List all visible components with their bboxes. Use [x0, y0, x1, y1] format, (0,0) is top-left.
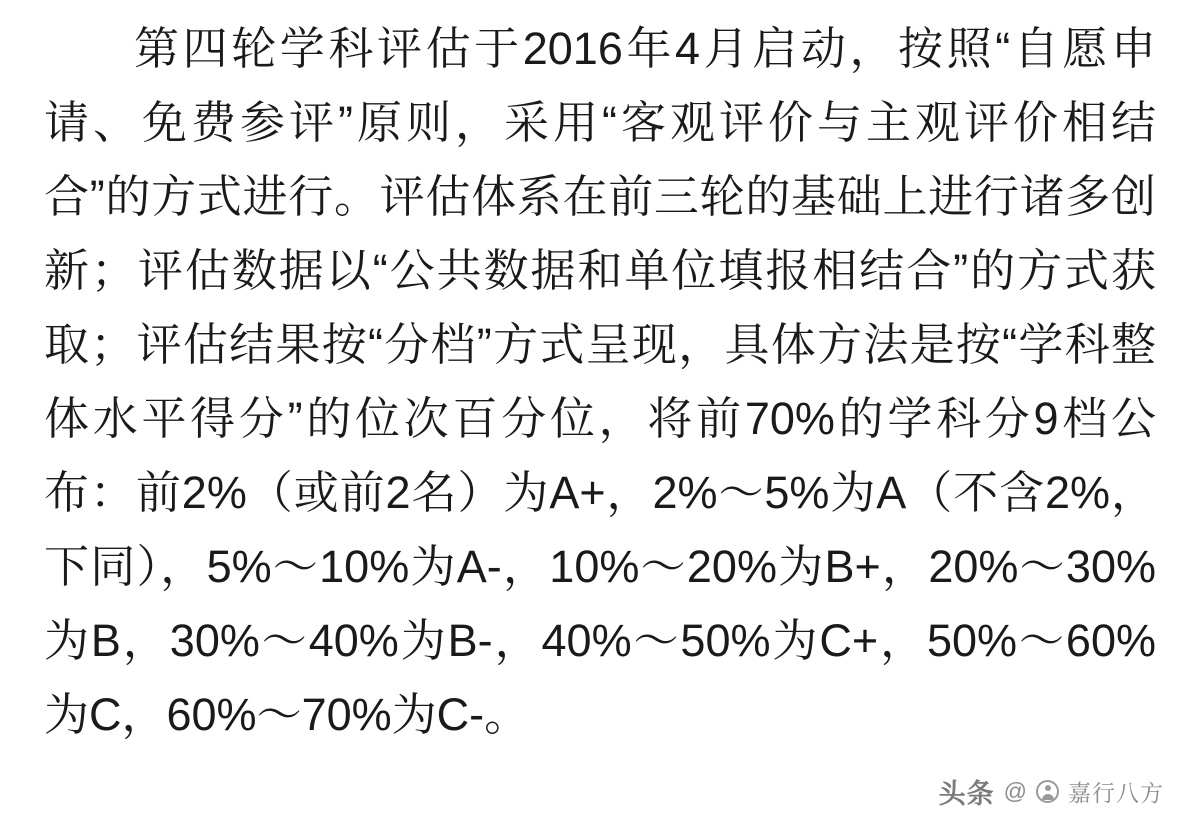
at-symbol: @: [1003, 778, 1027, 804]
article-paragraph: 第四轮学科评估于2016年4月启动，按照“自愿申请、免费参评”原则，采用“客观评价与主观评价相结合”的方式进行。评估体系在前三轮的基础上进行诸多创新；评估数据以“公共数据和单位填报相结合”的方式获取；评估结果按“分档”方式呈现，具体方法是按“学科整体水平得分”的位次百分位，将前70%的学科分9档公布：前2%（或前2名）为A+，2%～5%为A（不含2%，下同），5%～10%为A-，10%～20%为B+，20%～30%为B，30%～40%为B-，40%～50%为C+，50%～60%为C，60%～70%为C-。: [44, 23, 1156, 740]
author-name: 嘉行八方: [1068, 780, 1164, 806]
watermark: [939, 772, 1164, 811]
user-avatar-icon: [1036, 780, 1059, 803]
toutiao-logo: 头条: [938, 779, 995, 809]
article-body: [44, 12, 1156, 752]
